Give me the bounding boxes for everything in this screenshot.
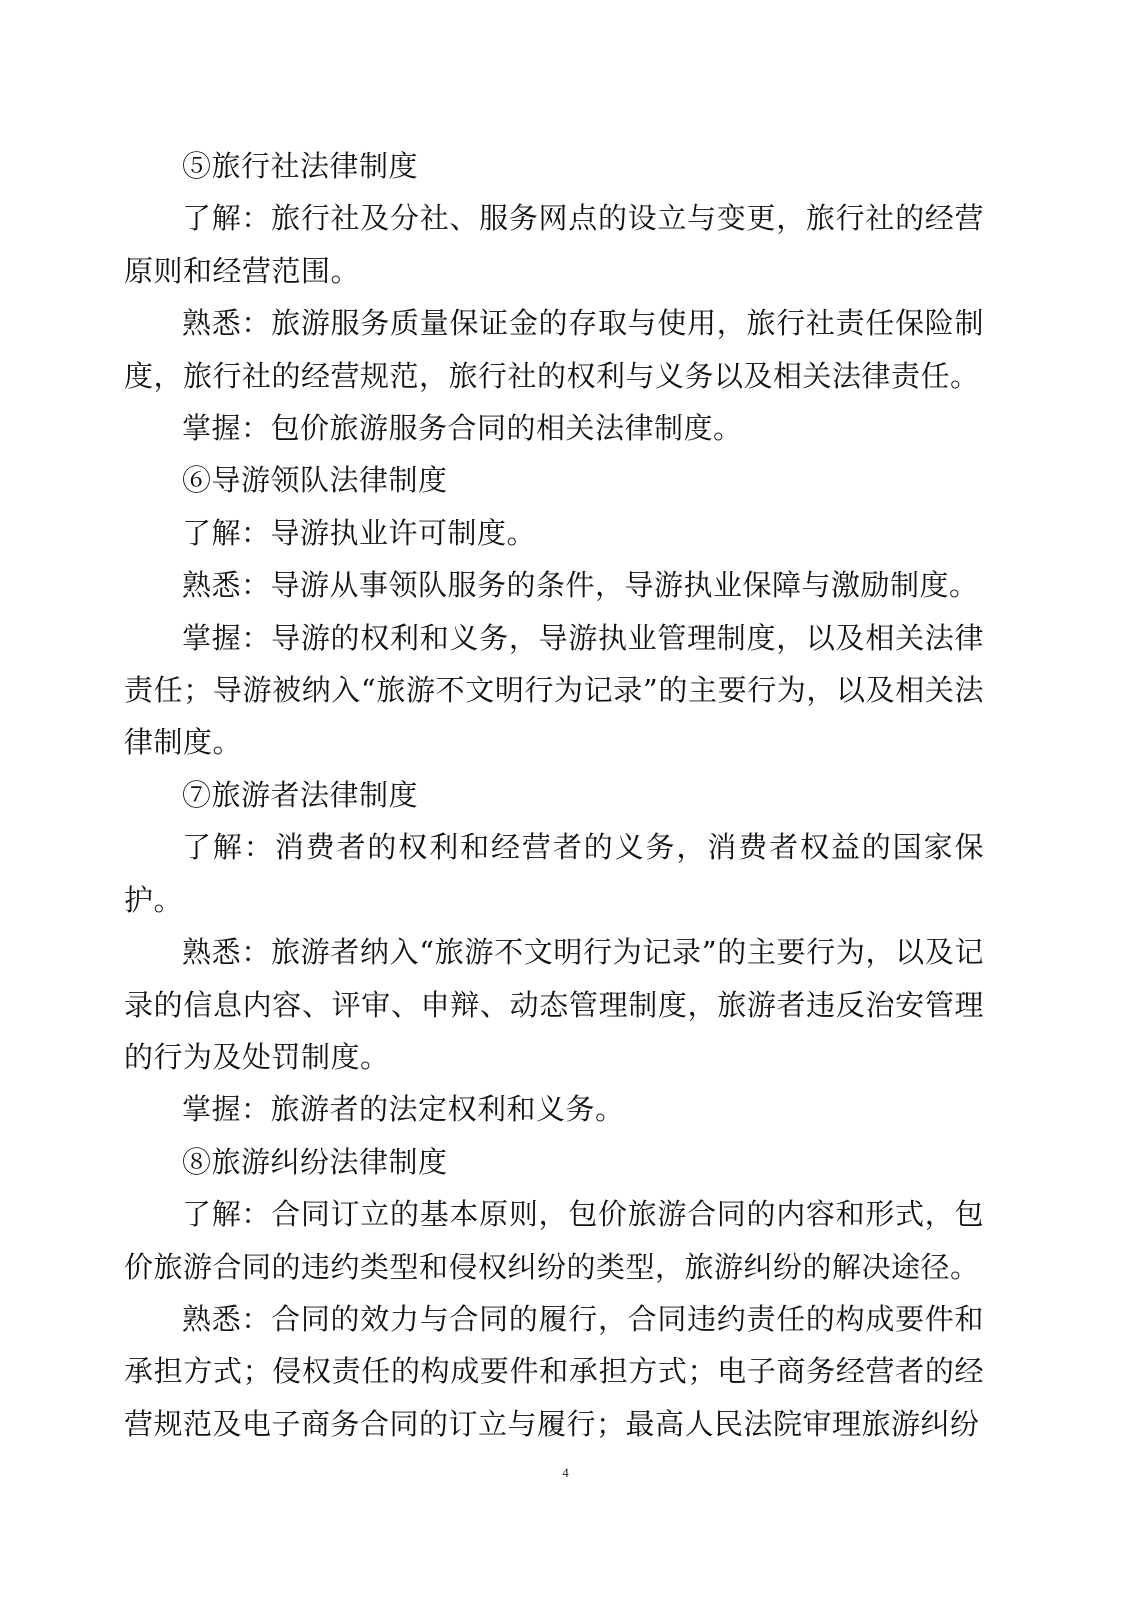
paragraph-familiar: 熟悉：旅游者纳入“旅游不文明行为记录”的主要行为，以及记录的信息内容、评审、申辩、动态管理制度，旅游者违反治安管理的行为及处罚制度。	[124, 935, 984, 1074]
paragraph-familiar: 熟悉：导游从事领队服务的条件，导游执业保障与激励制度。	[182, 568, 979, 603]
section-heading-tour-guide: ⑥导游领队法律制度	[182, 463, 448, 498]
section-heading-travel-agency: ⑤旅行社法律制度	[182, 149, 419, 183]
paragraph-master: 掌握：包价旅游服务合同的相关法律制度。	[182, 411, 743, 446]
paragraph-understand: 了解：合同订立的基本原则，包价旅游合同的内容和形式，包价旅游合同的违约类型和侵权纠纷的类型，旅游纠纷的解决途径。	[124, 1197, 984, 1284]
paragraph-master: 掌握：旅游者的法定权利和义务。	[182, 1092, 625, 1127]
paragraph-understand: 了解：消费者的权利和经营者的义务，消费者权益的国家保护。	[124, 830, 984, 917]
paragraph-familiar: 熟悉：合同的效力与合同的履行，合同违约责任的构成要件和承担方式；侵权责任的构成要件和承担方式；电子商务经营者的经营规范及电子商务合同的订立与履行；最高人民法院审理旅游纠纷	[124, 1301, 984, 1441]
section-heading-tourism-dispute: ⑧旅游纠纷法律制度	[182, 1144, 448, 1179]
section-heading-tourist: ⑦旅游者法律制度	[182, 777, 419, 812]
document-body	[124, 140, 984, 1450]
paragraph-master: 掌握：导游的权利和义务，导游执业管理制度，以及相关法律责任；导游被纳入“旅游不文明行为记录”的主要行为，以及相关法律制度。	[124, 620, 984, 760]
paragraph-understand: 了解：旅行社及分社、服务网点的设立与变更，旅行社的经营原则和经营范围。	[124, 201, 984, 288]
paragraph-familiar: 熟悉：旅游服务质量保证金的存取与使用，旅行社责任保险制度，旅行社的经营规范，旅行社的权利与义务以及相关法律责任。	[124, 306, 984, 393]
page-number: 4	[562, 1465, 569, 1480]
paragraph-understand: 了解：导游执业许可制度。	[182, 515, 537, 550]
